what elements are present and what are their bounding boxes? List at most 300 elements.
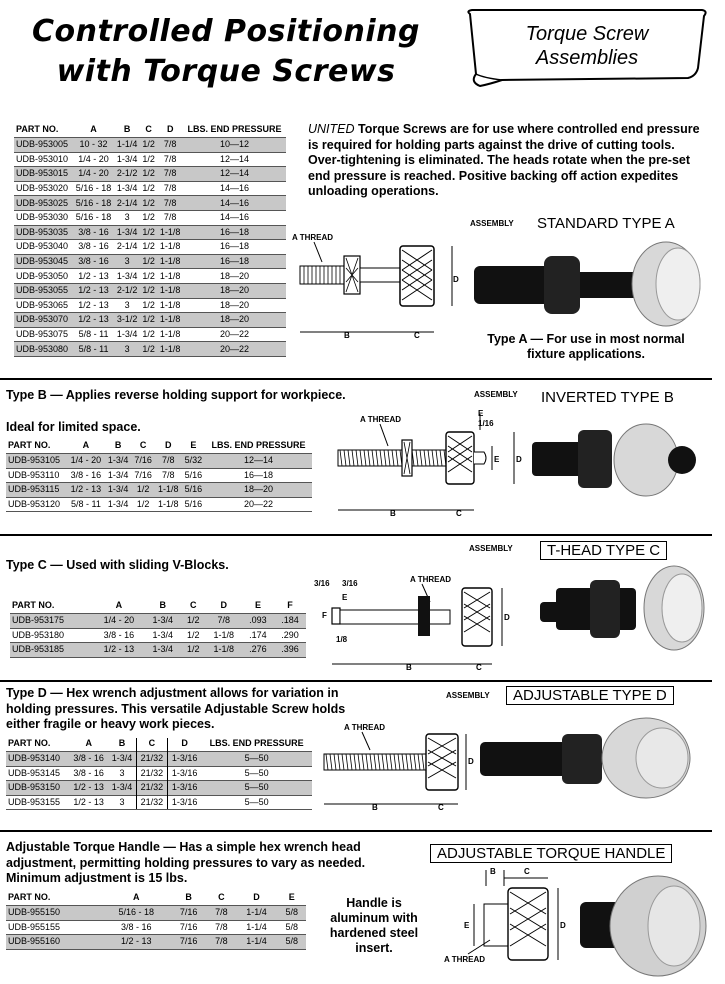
table-row (6, 935, 306, 950)
table-cell: 1-1/8 (157, 240, 183, 255)
table-cell: 1-3/16 (167, 766, 201, 781)
table-cell: 2-1/2 (114, 283, 140, 298)
table-cell: 1/4 - 20 (73, 152, 114, 167)
table-cell: 1/2 (140, 283, 157, 298)
type-b-dim-e: E (494, 455, 500, 464)
table-cell: 7/8 (207, 935, 235, 950)
type_c-col-header: E (254, 600, 261, 610)
table-cell: UDB-953070 (14, 313, 73, 328)
table-cell: 1-1/4 (236, 935, 278, 950)
type-a-photo (474, 238, 704, 338)
divider-a-b (0, 378, 712, 380)
table-cell: 1-1/8 (206, 628, 242, 643)
table-cell: .276 (242, 643, 274, 658)
table-cell: 1-3/4 (114, 225, 140, 240)
table-cell: 1-1/8 (206, 643, 242, 658)
type-a-dim-d: D (453, 275, 459, 284)
table-cell: 1-3/4 (114, 269, 140, 284)
type_c-col-header: C (190, 600, 197, 610)
table-cell: 3 (108, 795, 136, 810)
table-row (6, 752, 312, 767)
table-cell: 12—14 (183, 152, 286, 167)
table-cell: UDB-953150 (6, 781, 69, 796)
type-a-table (14, 124, 286, 357)
page-title-line1: Controlled Positioning (31, 14, 420, 49)
type_b-col-header: D (165, 440, 172, 450)
table-cell: 7/16 (170, 935, 207, 950)
table-cell: 20—22 (183, 342, 286, 357)
table-cell: UDB-953105 (6, 454, 67, 469)
table-cell: 21/32 (136, 766, 167, 781)
table-cell: 1/2 - 13 (73, 298, 114, 313)
type-d-assembly-label: ASSEMBLY (446, 691, 490, 700)
table-cell: 12—14 (183, 167, 286, 182)
table-cell: 1/2 (131, 483, 154, 498)
table-cell: 5/16 - 18 (102, 906, 170, 921)
table-cell: UDB-953040 (14, 240, 73, 255)
type-d-dim-d: D (468, 757, 474, 766)
table-cell: 1-3/4 (145, 643, 181, 658)
table-cell: 1/2 (140, 138, 157, 153)
table-cell: 7/8 (207, 906, 235, 921)
table-cell: UDB-953145 (6, 766, 69, 781)
table-cell: 3 (108, 766, 136, 781)
table-row (6, 483, 312, 498)
table-row (14, 196, 286, 211)
table-cell: 18—20 (183, 283, 286, 298)
type_d-col-header: D (167, 738, 201, 752)
table-cell: 2-1/2 (114, 167, 140, 182)
table-cell: 1-3/4 (105, 483, 132, 498)
table-cell: 20—22 (183, 327, 286, 342)
table-cell: 7/8 (157, 181, 183, 196)
table-cell: 1-3/4 (114, 181, 140, 196)
type_c-col-header: D (220, 600, 227, 610)
table-cell: 1-1/8 (157, 327, 183, 342)
table-cell: 7/8 (157, 152, 183, 167)
type_a-col-header: PART NO. (16, 124, 59, 134)
handle-col-header: D (253, 892, 260, 902)
table-cell: UDB-955160 (6, 935, 102, 950)
table-cell: 5/8 - 11 (73, 342, 114, 357)
table-cell: 7/16 (170, 920, 207, 935)
table-cell: 3/8 - 16 (73, 225, 114, 240)
table-cell: UDB-953080 (14, 342, 73, 357)
type-b-dim-c: C (456, 509, 462, 518)
table-cell: 7/16 (170, 906, 207, 921)
table-cell: 1-3/4 (114, 327, 140, 342)
table-cell: 3/8 - 16 (69, 766, 108, 781)
table-row (14, 210, 286, 225)
table-cell: UDB-953175 (10, 614, 93, 629)
type-c-dim-d: D (504, 613, 510, 622)
type-c-photo (526, 562, 706, 662)
table-cell: 5/8 (278, 920, 306, 935)
table-cell: 5/16 - 18 (73, 181, 114, 196)
table-cell: 18—20 (183, 313, 286, 328)
type-b-dim-a-thread: A THREAD (360, 415, 402, 424)
table-cell: 3/8 - 16 (69, 752, 108, 767)
table-cell: 1/2 - 13 (69, 781, 108, 796)
table-cell: 1/2 (140, 298, 157, 313)
table-row (14, 181, 286, 196)
table-cell: UDB-953045 (14, 254, 73, 269)
table-cell: .093 (242, 614, 274, 629)
table-cell: 1/2 (140, 210, 157, 225)
table-cell: UDB-953050 (14, 269, 73, 284)
table-cell: 1-1/4 (236, 920, 278, 935)
type_b-col-header: B (114, 440, 122, 450)
table-cell: 1/2 (140, 269, 157, 284)
table-cell: 14—16 (183, 196, 286, 211)
table-cell: 1-3/4 (145, 614, 181, 629)
table-cell: 16—18 (183, 225, 286, 240)
type_b-col-header: C (139, 440, 147, 450)
type_c-col-header: PART NO. (12, 600, 55, 610)
table-cell: 1-3/4 (145, 628, 181, 643)
type-a-assembly-label: ASSEMBLY (470, 219, 514, 228)
table-cell: 3/8 - 16 (73, 240, 114, 255)
handle-diagram (444, 866, 574, 976)
table-cell: 7/8 (155, 468, 182, 483)
type_a-col-header: C (145, 124, 152, 134)
table-cell: 14—16 (183, 210, 286, 225)
table-cell: 1/2 (140, 196, 157, 211)
table-row (14, 167, 286, 182)
handle-text: Adjustable Torque Handle — Has a simple hex wrench head adjustment, permitting holding pressures to vary as needed. Minimum adjustment is 15 lbs. (6, 840, 366, 885)
table-cell: 5/8 (278, 935, 306, 950)
table-row (14, 298, 286, 313)
handle-dim-c: C (524, 867, 530, 876)
table-cell: 3 (114, 210, 140, 225)
banner-line2: Assemblies (535, 47, 639, 69)
type-c-assembly-label: ASSEMBLY (469, 544, 513, 553)
table-cell: 5/16 (182, 497, 205, 512)
table-cell: 1-3/4 (105, 454, 132, 469)
table-cell: 1/2 - 13 (69, 795, 108, 810)
table-cell: 5/16 - 18 (73, 196, 114, 211)
type-c-line1: Type C — Used with sliding V-Blocks. (6, 558, 229, 572)
type_c-col-header: A (115, 600, 123, 610)
table-cell: UDB-953065 (14, 298, 73, 313)
handle-dim-d: D (560, 921, 566, 930)
table-cell: 1/2 - 13 (73, 313, 114, 328)
table-row (14, 313, 286, 328)
table-cell: UDB-953155 (6, 795, 69, 810)
type-b-line2: Ideal for limited space. (6, 420, 141, 434)
table-cell: 5/16 (182, 468, 205, 483)
table-cell: 1/2 (140, 225, 157, 240)
type-b-dim-e-top: E (478, 409, 484, 418)
table-cell: 7/8 (207, 920, 235, 935)
type-c-dim-3-16a: 3/16 (314, 579, 330, 588)
handle-dim-a-thread: A THREAD (444, 955, 486, 964)
type-b-dim-d: D (516, 455, 522, 464)
table-row (6, 906, 306, 921)
table-cell: 18—20 (183, 298, 286, 313)
table-row (14, 225, 286, 240)
table-cell: 7/16 (131, 454, 154, 469)
banner-line1: Torque Screw (525, 23, 649, 45)
type-d-dim-a-thread: A THREAD (344, 723, 386, 732)
table-cell: 3/8 - 16 (73, 254, 114, 269)
type_d-col-header: A (85, 738, 92, 748)
table-cell: 1/2 - 13 (102, 935, 170, 950)
table-cell: 5/8 - 11 (67, 497, 105, 512)
table-cell: 1/2 (140, 240, 157, 255)
table-cell: 7/8 (155, 454, 182, 469)
divider-b-c (0, 534, 712, 536)
table-cell: 14—16 (183, 181, 286, 196)
table-row (6, 766, 312, 781)
type-a-diagram (290, 228, 470, 348)
type_c-col-header: F (287, 600, 293, 610)
table-cell: 1/2 - 13 (73, 269, 114, 284)
table-cell: 1-1/8 (155, 483, 182, 498)
table-cell: UDB-953030 (14, 210, 73, 225)
table-cell: 7/16 (131, 468, 154, 483)
page-title (6, 12, 446, 92)
table-cell: 3/8 - 16 (93, 628, 144, 643)
type_a-col-header: D (166, 124, 174, 134)
type-b-header-row (6, 440, 312, 454)
table-cell: UDB-953055 (14, 283, 73, 298)
table-cell: 18—20 (205, 483, 312, 498)
table-cell: 1-1/8 (157, 342, 183, 357)
table-cell: 5/8 (278, 906, 306, 921)
type-c-dim-c: C (476, 663, 482, 672)
table-cell: 1-1/8 (157, 298, 183, 313)
table-cell: 1/2 (140, 181, 157, 196)
table-cell: UDB-953140 (6, 752, 69, 767)
table-row (6, 454, 312, 469)
table-cell: 18—20 (183, 269, 286, 284)
intro-paragraph (308, 122, 708, 200)
table-cell: 1/4 - 20 (67, 454, 105, 469)
handle-dim-e: E (464, 921, 470, 930)
table-cell: 5—50 (201, 781, 312, 796)
page-title-line2: with Torque Screws (56, 54, 396, 89)
type-c-dim-a-thread: A THREAD (410, 575, 452, 584)
table-cell: 21/32 (136, 781, 167, 796)
type-b-table (6, 440, 312, 512)
type_d-col-header: PART NO. (8, 738, 51, 748)
table-row (14, 342, 286, 357)
handle-col-header: B (185, 892, 192, 902)
type_a-col-header: B (123, 124, 131, 134)
table-cell: 1-1/8 (157, 225, 183, 240)
handle-col-header: E (288, 892, 295, 902)
type_b-col-header: E (190, 440, 197, 450)
table-cell: 1/2 (181, 643, 206, 658)
table-cell: 1/2 - 13 (73, 283, 114, 298)
type-c-heading: T-HEAD TYPE C (540, 541, 667, 560)
table-cell: 16—18 (205, 468, 312, 483)
type-c-header-row (10, 600, 306, 614)
table-cell: 1-3/4 (105, 497, 132, 512)
type-c-text (6, 558, 346, 574)
table-cell: UDB-953110 (6, 468, 67, 483)
type_b-col-header: PART NO. (8, 440, 51, 450)
table-cell: 16—18 (183, 240, 286, 255)
handle-header-row (6, 892, 306, 906)
table-cell: 1-3/16 (167, 781, 201, 796)
table-row (6, 781, 312, 796)
table-cell: 3 (114, 298, 140, 313)
type-d-dim-c: C (438, 803, 444, 812)
table-cell: 5/16 - 18 (73, 210, 114, 225)
table-cell: 1-3/4 (105, 468, 132, 483)
table-cell: 1-1/8 (157, 269, 183, 284)
type-d-table (6, 738, 312, 810)
banner (462, 8, 712, 88)
type-c-dim-3-16b: 3/16 (342, 579, 358, 588)
banner-text (472, 22, 702, 70)
type_d-col-header: C (136, 738, 167, 752)
table-cell: UDB-953035 (14, 225, 73, 240)
table-cell: UDB-953015 (14, 167, 73, 182)
table-cell: 7/8 (157, 210, 183, 225)
table-cell: UDB-953120 (6, 497, 67, 512)
type-b-line1: Type B — Applies reverse holding support for workpiece. (6, 388, 346, 402)
type-a-header-row (14, 124, 286, 138)
table-cell: .184 (274, 614, 306, 629)
table-cell: 1/2 (140, 152, 157, 167)
table-cell: .290 (274, 628, 306, 643)
type-d-header-row (6, 738, 312, 752)
handle-note: Handle is aluminum with hardened steel insert. (329, 896, 419, 955)
table-row (10, 614, 306, 629)
type_a-col-header: A (90, 124, 97, 134)
table-cell: 7/8 (157, 167, 183, 182)
type-d-diagram (314, 716, 484, 826)
table-cell: 7/8 (157, 196, 183, 211)
table-cell: 21/32 (136, 795, 167, 810)
intro-brand: UNITED (308, 122, 355, 136)
table-cell: 21/32 (136, 752, 167, 767)
table-cell: 10—12 (183, 138, 286, 153)
table-row (14, 152, 286, 167)
table-cell: 1/2 (131, 497, 154, 512)
table-row (6, 468, 312, 483)
type-d-dim-b: B (372, 803, 378, 812)
table-cell: 5/16 (182, 483, 205, 498)
table-cell: UDB-953020 (14, 181, 73, 196)
table-cell: 5—50 (201, 795, 312, 810)
table-cell: 1-3/16 (167, 752, 201, 767)
handle-dim-b: B (490, 867, 496, 876)
table-cell: 7/8 (157, 138, 183, 153)
type-c-dim-e: E (342, 593, 348, 602)
table-cell: UDB-953180 (10, 628, 93, 643)
type_a-col-header: LBS. END PRESSURE (187, 124, 282, 134)
table-cell: 2-1/4 (114, 240, 140, 255)
type-b-dim-frac: 1/16 (478, 419, 494, 428)
table-cell: 1-1/8 (157, 254, 183, 269)
type-a-caption: Type A — For use in most normal fixture applications. (487, 332, 685, 361)
type-d-text: Type D — Hex wrench adjustment allows for variation in holding pressures. This versatile Adjustable Screw holds either fragile or heavy work pieces. (6, 686, 346, 731)
table-cell: 12—14 (205, 454, 312, 469)
type-a-dim-a-thread: A THREAD (292, 233, 334, 242)
table-cell: 1/2 (140, 327, 157, 342)
table-cell: UDB-955150 (6, 906, 102, 921)
table-cell: 1/2 (140, 254, 157, 269)
type-a-dim-b: B (344, 331, 350, 340)
table-cell: 1-3/4 (108, 752, 136, 767)
table-row (14, 254, 286, 269)
table-cell: 1-1/4 (236, 906, 278, 921)
type-b-diagram (328, 410, 528, 520)
divider-d-handle (0, 830, 712, 832)
table-cell: 1-1/4 (114, 138, 140, 153)
handle-col-header: PART NO. (8, 892, 51, 902)
table-cell: 1/2 (181, 614, 206, 629)
table-cell: UDB-953025 (14, 196, 73, 211)
handle-col-header: A (132, 892, 140, 902)
type_c-col-header: B (159, 600, 167, 610)
table-cell: 5—50 (201, 752, 312, 767)
table-row (14, 138, 286, 153)
table-row (10, 628, 306, 643)
type-b-text2 (6, 420, 306, 436)
type-d-heading: ADJUSTABLE TYPE D (506, 686, 674, 705)
type-b-text (6, 388, 386, 404)
type-b-heading: INVERTED TYPE B (541, 389, 674, 406)
table-row (14, 269, 286, 284)
table-cell: 3-1/2 (114, 313, 140, 328)
table-cell: 1-1/8 (157, 313, 183, 328)
table-cell: 5/32 (182, 454, 205, 469)
table-cell: 1/2 (140, 313, 157, 328)
table-cell: UDB-955155 (6, 920, 102, 935)
type-a-heading: STANDARD TYPE A (537, 215, 675, 232)
table-cell: 1-3/16 (167, 795, 201, 810)
table-row (14, 327, 286, 342)
table-cell: 16—18 (183, 254, 286, 269)
type_b-col-header: A (82, 440, 90, 450)
type-b-dim-b: B (390, 509, 396, 518)
table-cell: .396 (274, 643, 306, 658)
table-row (14, 283, 286, 298)
table-cell: 7/8 (206, 614, 242, 629)
handle-photo (578, 868, 708, 978)
type-a-dim-c: C (414, 331, 420, 340)
table-row (6, 795, 312, 810)
type-c-dim-b: B (406, 663, 412, 672)
handle-col-header: C (218, 892, 225, 902)
table-cell: 10 - 32 (73, 138, 114, 153)
table-row (10, 643, 306, 658)
table-cell: .174 (242, 628, 274, 643)
table-row (14, 240, 286, 255)
table-row (6, 497, 312, 512)
type-b-photo (528, 420, 708, 500)
handle-table (6, 892, 306, 950)
type-c-diagram (312, 572, 522, 682)
table-cell: 3 (114, 342, 140, 357)
table-cell: UDB-953185 (10, 643, 93, 658)
handle-heading: ADJUSTABLE TORQUE HANDLE (430, 844, 672, 863)
type-c-dim-f: F (322, 611, 327, 620)
type-c-table (10, 600, 306, 658)
table-cell: 1/4 - 20 (93, 614, 144, 629)
type-c-dim-1-8: 1/8 (336, 635, 348, 644)
table-cell: 1-3/4 (108, 781, 136, 796)
table-cell: 1/2 - 13 (93, 643, 144, 658)
table-cell: 5/8 - 11 (73, 327, 114, 342)
table-cell: 1-1/8 (155, 497, 182, 512)
table-cell: 1-1/8 (157, 283, 183, 298)
